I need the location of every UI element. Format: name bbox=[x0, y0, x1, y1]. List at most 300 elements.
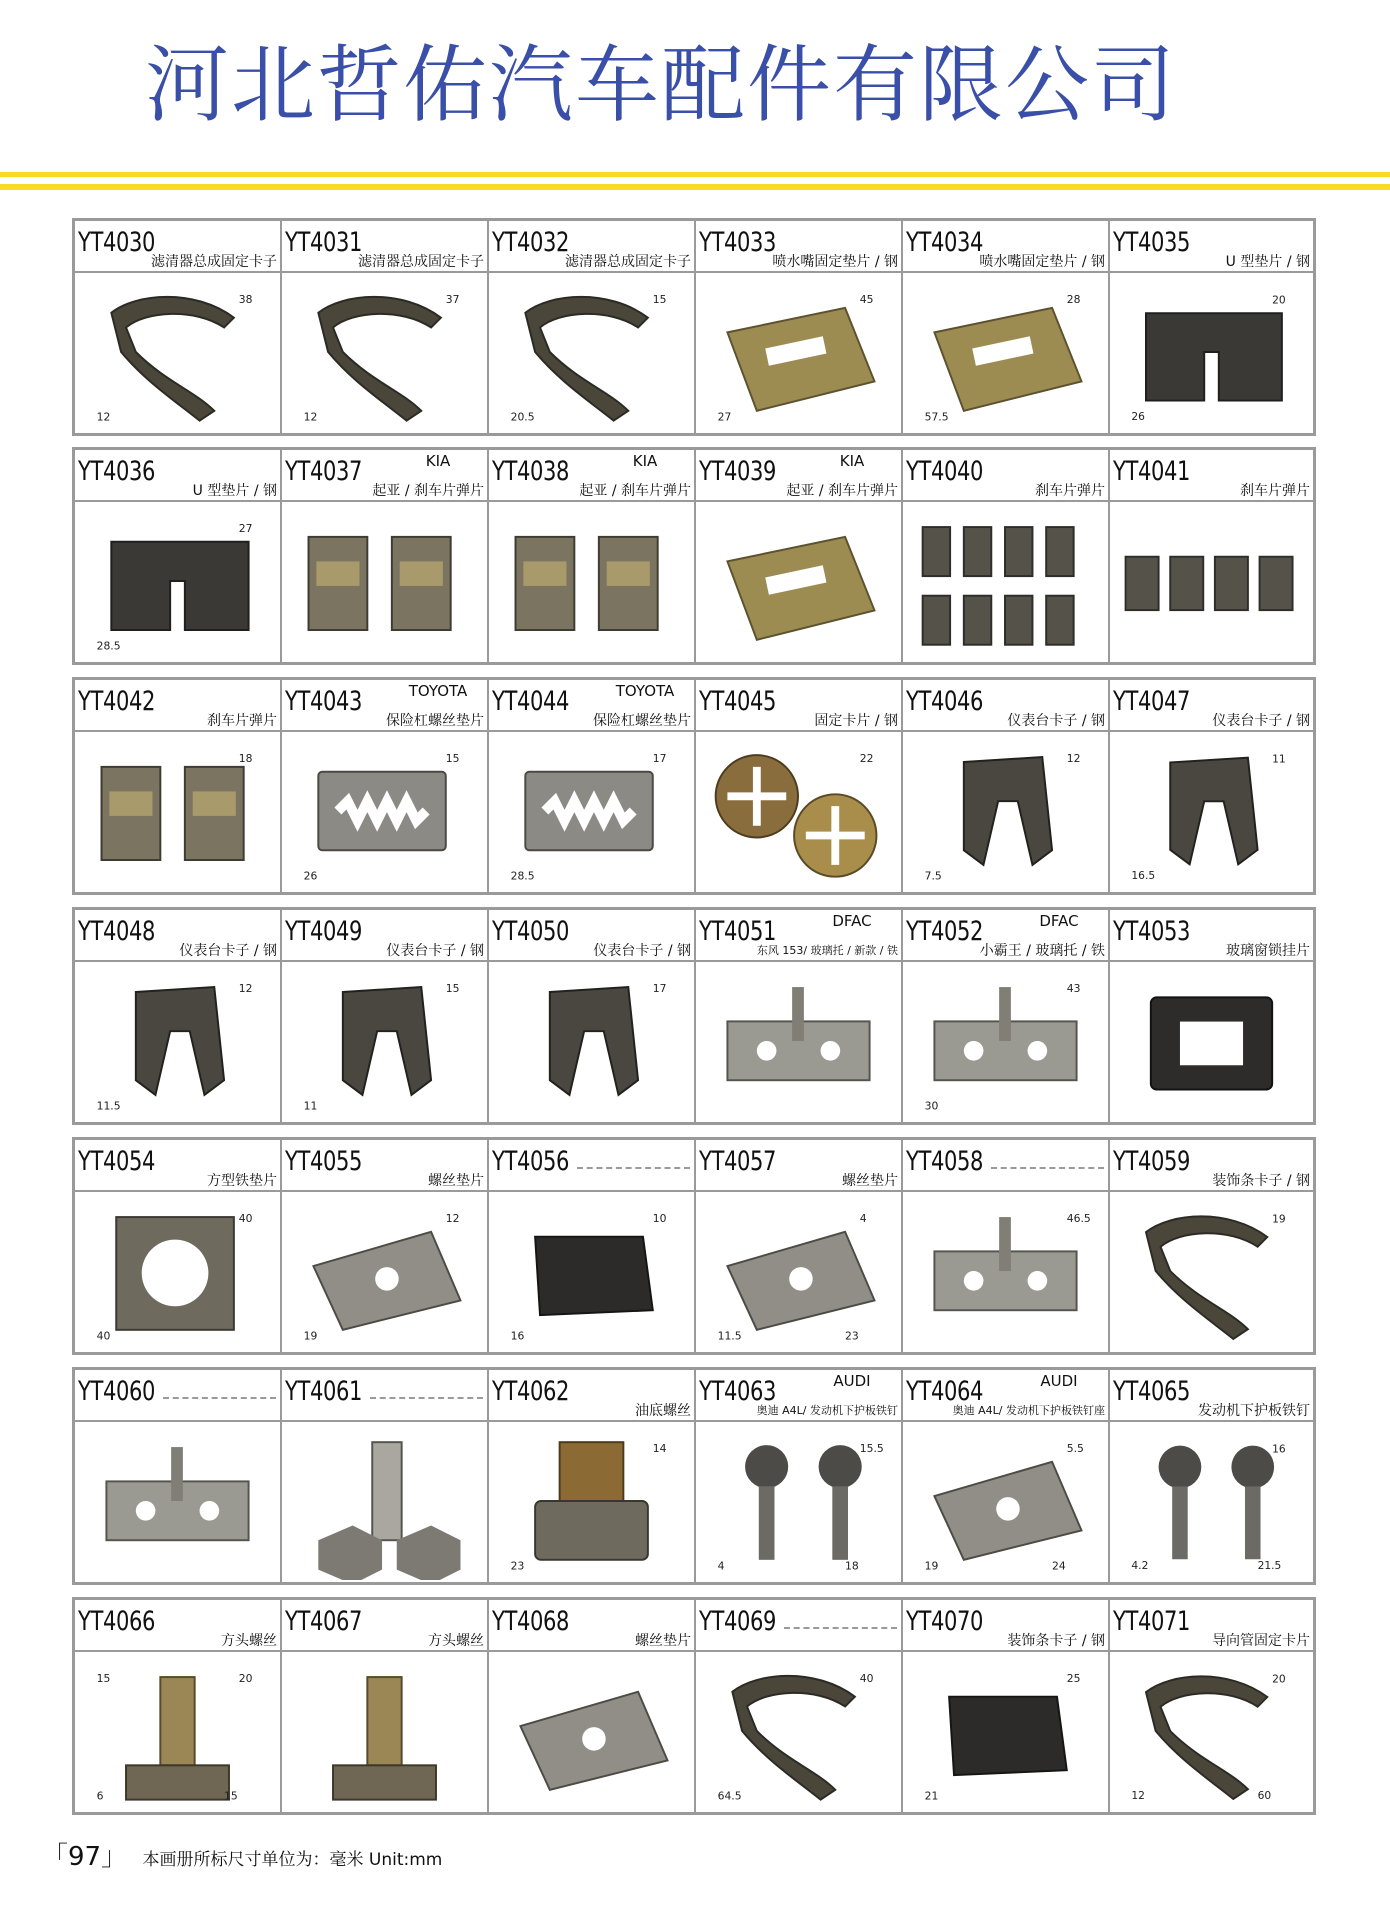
dimension-label: 40 bbox=[859, 1671, 874, 1685]
product-code: YT4065 bbox=[1113, 1376, 1190, 1407]
product-code: YT4051 bbox=[699, 916, 776, 947]
part-illustration bbox=[905, 1192, 1106, 1350]
product-code: YT4032 bbox=[492, 227, 569, 258]
product-cell bbox=[489, 450, 696, 662]
product-header bbox=[1110, 221, 1313, 273]
dimension-label: 11 bbox=[1272, 752, 1286, 766]
catalog-row bbox=[72, 907, 1316, 1125]
part-illustration bbox=[698, 1192, 899, 1350]
product-cell bbox=[903, 1140, 1110, 1352]
dimension-label: 20 bbox=[238, 1671, 253, 1685]
product-cell bbox=[696, 1140, 903, 1352]
product-photo bbox=[284, 1422, 485, 1580]
dimension-label: 23 bbox=[510, 1559, 525, 1573]
product-photo bbox=[698, 1192, 899, 1350]
part-illustration bbox=[1112, 1192, 1311, 1350]
dimension-label: 37 bbox=[445, 292, 460, 306]
dimension-label: 30 bbox=[924, 1099, 939, 1113]
product-photo bbox=[698, 1422, 899, 1580]
product-cell bbox=[489, 1600, 696, 1812]
dimension-label: 15 bbox=[96, 1671, 111, 1685]
part-illustration bbox=[905, 502, 1106, 660]
product-photo bbox=[491, 1652, 692, 1810]
divider bbox=[784, 1627, 897, 1629]
product-cell bbox=[75, 680, 282, 892]
dimension-label: 11 bbox=[303, 1099, 318, 1113]
dimension-label: 45 bbox=[859, 292, 874, 306]
product-description: 东风 153/ 玻璃托 / 新款 / 铁 bbox=[756, 944, 898, 957]
product-cell bbox=[75, 450, 282, 662]
part-illustration bbox=[284, 1422, 485, 1580]
product-header bbox=[903, 1600, 1108, 1652]
product-photo bbox=[1112, 502, 1311, 660]
unit-note: 本画册所标尺寸单位为：毫米 Unit:mm bbox=[142, 1850, 443, 1870]
product-code: YT4070 bbox=[906, 1606, 983, 1637]
product-code: YT4062 bbox=[492, 1376, 569, 1407]
product-cell bbox=[1110, 910, 1313, 1122]
product-description: 固定卡片 / 钢 bbox=[814, 713, 898, 729]
product-description: 滤清器总成固定卡子 bbox=[151, 254, 277, 270]
catalog-row bbox=[72, 677, 1316, 895]
product-header bbox=[1110, 1140, 1313, 1192]
divider bbox=[577, 1167, 690, 1169]
dimension-label: 60 bbox=[1257, 1788, 1272, 1802]
catalog-row bbox=[72, 447, 1316, 665]
product-cell bbox=[282, 450, 489, 662]
page-number: 「97」 bbox=[42, 1842, 128, 1872]
product-code: YT4033 bbox=[699, 227, 776, 258]
product-photo bbox=[491, 732, 692, 890]
dimension-label: 46.5 bbox=[1066, 1211, 1091, 1225]
product-header bbox=[282, 1370, 487, 1422]
product-code: YT4058 bbox=[906, 1146, 983, 1177]
part-illustration bbox=[77, 962, 278, 1120]
product-header bbox=[1110, 1370, 1313, 1422]
product-photo bbox=[77, 1652, 278, 1810]
product-cell bbox=[903, 680, 1110, 892]
product-brand: KIA bbox=[425, 452, 451, 470]
part-illustration bbox=[698, 732, 899, 890]
dimension-label: 10 bbox=[652, 1211, 667, 1225]
product-code: YT4054 bbox=[78, 1146, 155, 1177]
product-code: YT4069 bbox=[699, 1606, 776, 1637]
dimension-label: 12 bbox=[303, 410, 318, 424]
product-cell bbox=[696, 910, 903, 1122]
product-header bbox=[696, 1370, 901, 1422]
product-header bbox=[903, 221, 1108, 273]
product-photo bbox=[1112, 273, 1311, 431]
product-brand: TOYOTA bbox=[615, 682, 675, 700]
dimension-label: 5.5 bbox=[1066, 1441, 1084, 1455]
product-cell bbox=[489, 1370, 696, 1582]
dimension-label: 22 bbox=[859, 751, 874, 765]
product-code: YT4031 bbox=[285, 227, 362, 258]
product-cell bbox=[1110, 450, 1313, 662]
product-cell bbox=[903, 910, 1110, 1122]
dimension-label: 27 bbox=[238, 521, 253, 535]
product-photo bbox=[77, 1422, 278, 1580]
part-illustration bbox=[698, 1652, 899, 1810]
product-cell bbox=[903, 1600, 1110, 1812]
dimension-label: 21 bbox=[924, 1789, 939, 1803]
product-header bbox=[1110, 450, 1313, 502]
part-illustration bbox=[284, 732, 485, 890]
product-brand: KIA bbox=[632, 452, 658, 470]
product-cell bbox=[1110, 221, 1313, 433]
product-cell bbox=[75, 910, 282, 1122]
divider bbox=[991, 1167, 1104, 1169]
product-cell bbox=[903, 450, 1110, 662]
product-header bbox=[282, 680, 487, 732]
product-code: YT4036 bbox=[78, 456, 155, 487]
dimension-label: 4 bbox=[717, 1559, 725, 1573]
product-code: YT4067 bbox=[285, 1606, 362, 1637]
product-code: YT4049 bbox=[285, 916, 362, 947]
product-cell bbox=[282, 910, 489, 1122]
dimension-label: 7.5 bbox=[924, 869, 942, 883]
product-header bbox=[1110, 1600, 1313, 1652]
product-description: 滤清器总成固定卡子 bbox=[565, 254, 691, 270]
dimension-label: 25 bbox=[1066, 1671, 1081, 1685]
part-illustration bbox=[77, 1422, 278, 1580]
product-description: 仪表台卡子 / 钢 bbox=[1007, 713, 1105, 729]
part-illustration bbox=[1112, 273, 1311, 431]
part-illustration bbox=[284, 962, 485, 1120]
product-header bbox=[696, 450, 901, 502]
divider bbox=[370, 1397, 483, 1399]
product-header bbox=[75, 680, 280, 732]
product-code: YT4046 bbox=[906, 686, 983, 717]
catalog-row bbox=[72, 1367, 1316, 1585]
part-illustration bbox=[698, 962, 899, 1120]
product-photo bbox=[284, 732, 485, 890]
dimension-label: 19 bbox=[924, 1559, 939, 1573]
product-description: 导向管固定卡片 bbox=[1212, 1633, 1310, 1649]
part-illustration bbox=[491, 1652, 692, 1810]
product-header bbox=[696, 1600, 901, 1652]
part-illustration bbox=[77, 502, 278, 660]
part-illustration bbox=[905, 273, 1106, 431]
part-illustration bbox=[284, 502, 485, 660]
product-description: 仪表台卡子 / 钢 bbox=[386, 943, 484, 959]
dimension-label: 20 bbox=[1272, 293, 1286, 307]
product-code: YT4061 bbox=[285, 1376, 362, 1407]
product-description: 螺丝垫片 bbox=[842, 1173, 898, 1189]
dimension-label: 43 bbox=[1066, 981, 1081, 995]
product-code: YT4060 bbox=[78, 1376, 155, 1407]
dimension-label: 15 bbox=[445, 751, 460, 765]
product-description: 小霸王 / 玻璃托 / 铁 bbox=[979, 943, 1105, 959]
product-code: YT4041 bbox=[1113, 456, 1190, 487]
product-header bbox=[903, 1370, 1108, 1422]
product-header bbox=[696, 680, 901, 732]
dimension-label: 24 bbox=[1052, 1559, 1066, 1573]
product-code: YT4059 bbox=[1113, 1146, 1190, 1177]
product-cell bbox=[282, 680, 489, 892]
product-photo bbox=[905, 962, 1106, 1120]
product-description: 仪表台卡子 / 钢 bbox=[1212, 713, 1310, 729]
dimension-label: 12 bbox=[1131, 1788, 1145, 1802]
product-description: U 型垫片 / 钢 bbox=[192, 483, 277, 499]
product-cell bbox=[75, 221, 282, 433]
product-code: YT4040 bbox=[906, 456, 983, 487]
page-footer bbox=[42, 1836, 442, 1873]
product-code: YT4052 bbox=[906, 916, 983, 947]
dimension-label: 15 bbox=[445, 981, 460, 995]
catalog-row bbox=[72, 1137, 1316, 1355]
dimension-label: 4.2 bbox=[1131, 1558, 1149, 1572]
product-header bbox=[489, 1370, 694, 1422]
product-cell bbox=[75, 1140, 282, 1352]
part-illustration bbox=[77, 273, 278, 431]
dimension-label: 20.5 bbox=[510, 410, 535, 424]
product-cell bbox=[75, 1600, 282, 1812]
product-code: YT4045 bbox=[699, 686, 776, 717]
dimension-label: 4 bbox=[859, 1211, 867, 1225]
product-photo bbox=[1112, 962, 1311, 1120]
product-header bbox=[75, 221, 280, 273]
product-header bbox=[489, 680, 694, 732]
part-illustration bbox=[491, 962, 692, 1120]
part-illustration bbox=[698, 273, 899, 431]
product-cell bbox=[1110, 1370, 1313, 1582]
product-cell bbox=[696, 1600, 903, 1812]
product-photo bbox=[698, 732, 899, 890]
product-description: 玻璃窗锁挂片 bbox=[1226, 943, 1310, 959]
product-code: YT4044 bbox=[492, 686, 569, 717]
product-photo bbox=[77, 273, 278, 431]
dimension-label: 12 bbox=[445, 1211, 460, 1225]
part-illustration bbox=[77, 1192, 278, 1350]
product-description: 保险杠螺丝垫片 bbox=[593, 713, 691, 729]
product-photo bbox=[1112, 1192, 1311, 1350]
dimension-label: 18 bbox=[238, 751, 253, 765]
dimension-label: 40 bbox=[96, 1329, 111, 1343]
product-photo bbox=[698, 1652, 899, 1810]
catalog-row bbox=[72, 1597, 1316, 1815]
product-photo bbox=[698, 962, 899, 1120]
product-description: 滤清器总成固定卡子 bbox=[358, 254, 484, 270]
part-illustration bbox=[698, 502, 899, 660]
dimension-label: 40 bbox=[238, 1211, 253, 1225]
header-stripe bbox=[0, 172, 1390, 177]
product-description: 起亚 / 刹车片弹片 bbox=[786, 483, 898, 499]
dimension-label: 11.5 bbox=[96, 1099, 121, 1113]
product-cell bbox=[1110, 680, 1313, 892]
dimension-label: 19 bbox=[303, 1329, 318, 1343]
product-cell bbox=[282, 1370, 489, 1582]
product-header bbox=[489, 1140, 694, 1192]
product-header bbox=[75, 1140, 280, 1192]
product-code: YT4064 bbox=[906, 1376, 983, 1407]
dimension-label: 17 bbox=[652, 981, 667, 995]
product-header bbox=[75, 450, 280, 502]
product-header bbox=[282, 1140, 487, 1192]
product-code: YT4055 bbox=[285, 1146, 362, 1177]
part-illustration bbox=[77, 732, 278, 890]
product-photo bbox=[77, 962, 278, 1120]
product-description: 保险杠螺丝垫片 bbox=[386, 713, 484, 729]
dimension-label: 18 bbox=[845, 1559, 859, 1573]
product-description: 喷水嘴固定垫片 / 钢 bbox=[979, 254, 1105, 270]
product-photo bbox=[491, 273, 692, 431]
product-header bbox=[696, 910, 901, 962]
product-cell bbox=[282, 221, 489, 433]
product-description: 奥迪 A4L/ 发动机下护板铁钉座 bbox=[952, 1404, 1105, 1417]
product-header bbox=[489, 910, 694, 962]
dimension-label: 16 bbox=[1272, 1442, 1286, 1456]
product-description: 方型铁垫片 bbox=[207, 1173, 277, 1189]
dimension-label: 19 bbox=[1272, 1212, 1286, 1226]
dimension-label: 28.5 bbox=[96, 639, 121, 653]
product-description: 发动机下护板铁钉 bbox=[1198, 1403, 1310, 1419]
product-header bbox=[903, 450, 1108, 502]
product-description: 螺丝垫片 bbox=[635, 1633, 691, 1649]
dimension-label: 28.5 bbox=[510, 869, 535, 883]
product-brand: DFAC bbox=[1039, 912, 1079, 930]
product-photo bbox=[905, 732, 1106, 890]
product-description: 起亚 / 刹车片弹片 bbox=[579, 483, 691, 499]
product-photo bbox=[1112, 1422, 1311, 1580]
product-photo bbox=[284, 1652, 485, 1810]
part-illustration bbox=[491, 732, 692, 890]
product-photo bbox=[905, 1422, 1106, 1580]
header-stripe bbox=[0, 184, 1390, 190]
product-photo bbox=[77, 732, 278, 890]
part-illustration bbox=[1112, 1422, 1311, 1580]
dimension-label: 26 bbox=[303, 869, 318, 883]
catalog-row bbox=[72, 218, 1316, 436]
dimension-label: 17 bbox=[652, 751, 667, 765]
product-description: 起亚 / 刹车片弹片 bbox=[372, 483, 484, 499]
product-cell bbox=[75, 1370, 282, 1582]
part-illustration bbox=[491, 502, 692, 660]
product-cell bbox=[696, 450, 903, 662]
part-illustration bbox=[77, 1652, 278, 1810]
product-code: YT4050 bbox=[492, 916, 569, 947]
product-header bbox=[489, 450, 694, 502]
dimension-label: 38 bbox=[238, 292, 253, 306]
product-description: 仪表台卡子 / 钢 bbox=[593, 943, 691, 959]
part-illustration bbox=[1112, 962, 1311, 1120]
product-photo bbox=[77, 1192, 278, 1350]
product-photo bbox=[284, 502, 485, 660]
product-description: 喷水嘴固定垫片 / 钢 bbox=[772, 254, 898, 270]
product-brand: AUDI bbox=[1040, 1372, 1078, 1390]
dimension-label: 15.5 bbox=[859, 1441, 884, 1455]
dimension-label: 20 bbox=[1272, 1672, 1286, 1686]
part-illustration bbox=[284, 1192, 485, 1350]
product-photo bbox=[284, 1192, 485, 1350]
product-code: YT4056 bbox=[492, 1146, 569, 1177]
dimension-label: 12 bbox=[1066, 751, 1081, 765]
part-illustration bbox=[1112, 502, 1311, 660]
product-code: YT4053 bbox=[1113, 916, 1190, 947]
product-header bbox=[282, 1600, 487, 1652]
product-description: 装饰条卡子 / 钢 bbox=[1007, 1633, 1105, 1649]
dimension-label: 16 bbox=[510, 1329, 525, 1343]
product-photo bbox=[905, 1192, 1106, 1350]
product-brand: AUDI bbox=[833, 1372, 871, 1390]
product-cell bbox=[903, 1370, 1110, 1582]
product-header bbox=[696, 1140, 901, 1192]
product-header bbox=[489, 221, 694, 273]
dimension-label: 57.5 bbox=[924, 410, 949, 424]
dimension-label: 16.5 bbox=[1131, 868, 1156, 882]
product-header bbox=[903, 1140, 1108, 1192]
product-header bbox=[75, 1370, 280, 1422]
product-description: 仪表台卡子 / 钢 bbox=[179, 943, 277, 959]
product-cell bbox=[282, 1600, 489, 1812]
product-code: YT4034 bbox=[906, 227, 983, 258]
dimension-label: 26 bbox=[1131, 409, 1145, 423]
product-description: 油底螺丝 bbox=[635, 1403, 691, 1419]
product-description: 方头螺丝 bbox=[428, 1633, 484, 1649]
product-cell bbox=[696, 680, 903, 892]
product-photo bbox=[905, 273, 1106, 431]
product-code: YT4039 bbox=[699, 456, 776, 487]
dimension-label: 21.5 bbox=[1257, 1558, 1282, 1572]
product-photo bbox=[698, 273, 899, 431]
product-code: YT4043 bbox=[285, 686, 362, 717]
part-illustration bbox=[491, 1192, 692, 1350]
product-cell bbox=[1110, 1140, 1313, 1352]
part-illustration bbox=[905, 1422, 1106, 1580]
part-illustration bbox=[905, 962, 1106, 1120]
product-cell bbox=[696, 1370, 903, 1582]
product-description: 方头螺丝 bbox=[221, 1633, 277, 1649]
part-illustration bbox=[905, 1652, 1106, 1810]
part-illustration bbox=[491, 273, 692, 431]
divider bbox=[163, 1397, 276, 1399]
product-photo bbox=[491, 1422, 692, 1580]
product-header bbox=[1110, 910, 1313, 962]
product-cell bbox=[489, 1140, 696, 1352]
dimension-label: 27 bbox=[717, 410, 732, 424]
product-photo bbox=[1112, 732, 1311, 890]
product-photo bbox=[491, 1192, 692, 1350]
product-cell bbox=[282, 1140, 489, 1352]
dimension-label: 6 bbox=[96, 1789, 104, 1803]
product-code: YT4057 bbox=[699, 1146, 776, 1177]
product-header bbox=[282, 910, 487, 962]
dimension-label: 15 bbox=[224, 1789, 238, 1803]
product-header bbox=[75, 1600, 280, 1652]
product-code: YT4037 bbox=[285, 456, 362, 487]
product-description: 刹车片弹片 bbox=[1035, 483, 1105, 499]
product-photo bbox=[698, 502, 899, 660]
dimension-label: 23 bbox=[845, 1329, 859, 1343]
product-description: 刹车片弹片 bbox=[207, 713, 277, 729]
product-photo bbox=[77, 502, 278, 660]
product-header bbox=[903, 680, 1108, 732]
product-description: 螺丝垫片 bbox=[428, 1173, 484, 1189]
dimension-label: 12 bbox=[238, 981, 253, 995]
product-cell bbox=[489, 221, 696, 433]
product-header bbox=[489, 1600, 694, 1652]
product-cell bbox=[489, 680, 696, 892]
product-header bbox=[75, 910, 280, 962]
product-code: YT4048 bbox=[78, 916, 155, 947]
part-illustration bbox=[698, 1422, 899, 1580]
product-photo bbox=[905, 502, 1106, 660]
product-brand: KIA bbox=[839, 452, 865, 470]
company-title: 河北哲佑汽车配件有限公司 bbox=[145, 36, 1178, 134]
product-photo bbox=[491, 502, 692, 660]
dimension-label: 64.5 bbox=[717, 1789, 742, 1803]
part-illustration bbox=[491, 1422, 692, 1580]
product-header bbox=[282, 450, 487, 502]
